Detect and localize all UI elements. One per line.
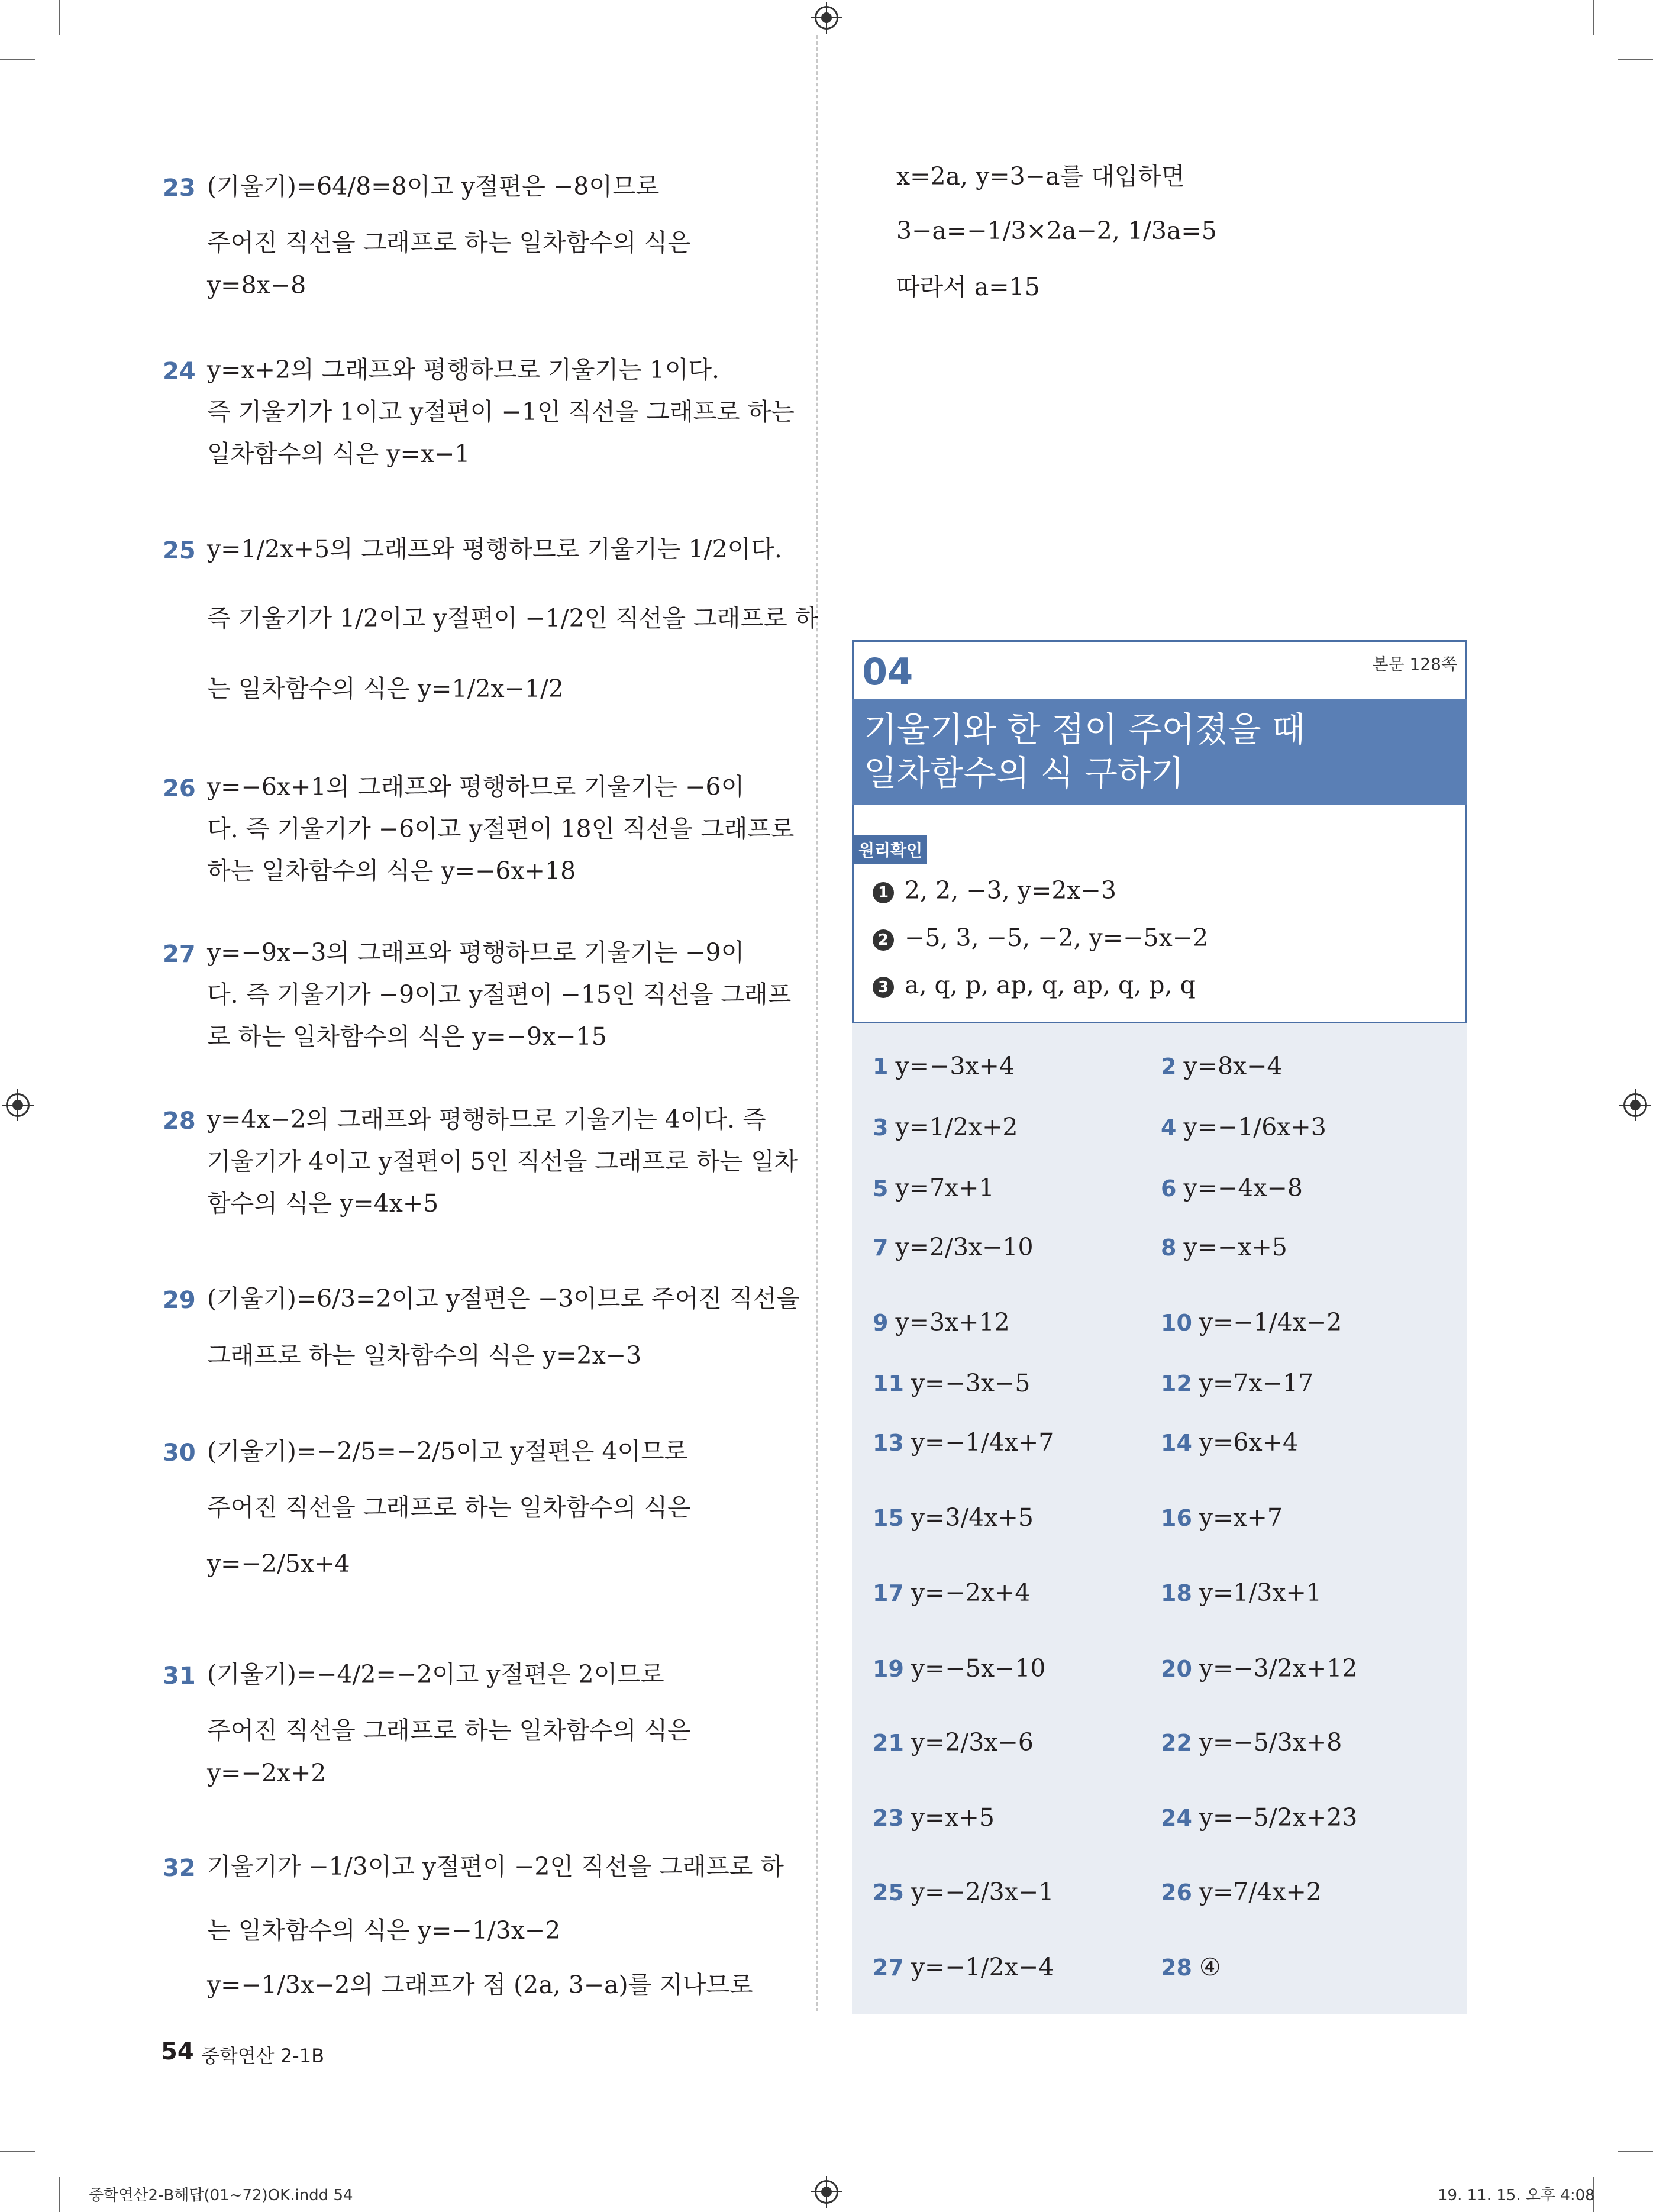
answer-number: 27 [873, 1955, 904, 1981]
answer-item [873, 1880, 1054, 1904]
answer-text: y=−1/2x−4 [911, 1953, 1054, 1981]
answer-number: 18 [1161, 1580, 1192, 1606]
answer-text: y=2/3x−6 [911, 1728, 1034, 1756]
crop-mark [1593, 0, 1594, 35]
solution-line: y=−6x+1의 그래프와 평행하므로 기울기는 −6이 [207, 773, 745, 801]
solution-line: y=4x−2의 그래프와 평행하므로 기울기는 4이다. 즉 [207, 1105, 766, 1134]
answer-item [873, 1430, 1054, 1455]
concept-tag: 원리확인 [854, 835, 927, 864]
answer-number: 24 [1161, 1805, 1192, 1831]
answer-text: y=−x+5 [1183, 1233, 1287, 1261]
book-title: 중학연산 2-1B [201, 2045, 325, 2067]
concept-item [873, 923, 1209, 952]
answer-text: y=−1/6x+3 [1183, 1113, 1326, 1141]
solution-line: 다. 즉 기울기가 −6이고 y절편이 18인 직선을 그래프로 [207, 815, 795, 843]
concept-item-text: a, q, p, ap, q, ap, q, p, q [905, 971, 1196, 999]
answer-item [873, 1730, 1034, 1755]
answer-item [1161, 1803, 1358, 1832]
solution-number: 23 [163, 175, 196, 202]
crop-mark [59, 2177, 60, 2212]
solution-line: 기울기가 −1/3이고 y절편이 −2인 직선을 그래프로 하 [207, 1852, 784, 1881]
page-reference: 본문 128쪽 [1372, 654, 1457, 674]
answer-number: 7 [873, 1235, 889, 1261]
section-number: 04 [862, 650, 913, 693]
answer-item [1161, 1235, 1287, 1260]
solution-number: 30 [163, 1439, 196, 1467]
solution-line: y=x+2의 그래프와 평행하므로 기울기는 1이다. [207, 356, 720, 384]
solution-line: y=8x−8 [207, 271, 306, 299]
solution-line: 따라서 a=15 [896, 273, 1040, 301]
answer-number: 28 [1161, 1955, 1192, 1981]
solution-line: (기울기)=64/8=8이고 y절편은 −8이므로 [207, 172, 660, 201]
answer-number: 16 [1161, 1505, 1192, 1531]
answer-number: 17 [873, 1580, 904, 1606]
answer-text: y=−1/4x−2 [1199, 1308, 1342, 1336]
solution-line: 즉 기울기가 1이고 y절편이 −1인 직선을 그래프로 하는 [207, 398, 795, 426]
answer-item [1161, 1115, 1326, 1139]
answer-number: 5 [873, 1176, 889, 1202]
answer-text: y=−2/3x−1 [911, 1878, 1054, 1906]
solution-line: 주어진 직선을 그래프로 하는 일차함수의 식은 [207, 228, 691, 257]
solution-number: 31 [163, 1662, 196, 1690]
answer-item [873, 1115, 1018, 1139]
solution-line: 주어진 직선을 그래프로 하는 일차함수의 식은 [207, 1716, 691, 1745]
solution-line: 그래프로 하는 일차함수의 식은 y=2x−3 [207, 1341, 642, 1370]
answer-number: 14 [1161, 1430, 1192, 1456]
solution-line: x=2a, y=3−a를 대입하면 [896, 162, 1185, 190]
answer-number: 1 [873, 1054, 889, 1080]
answer-number: 9 [873, 1310, 889, 1336]
solution-line: 다. 즉 기울기가 −9이고 y절편이 −15인 직선을 그래프 [207, 980, 792, 1009]
answer-item [873, 1176, 995, 1200]
solution-line: 함수의 식은 y=4x+5 [207, 1189, 439, 1218]
answer-item [873, 1503, 1034, 1532]
answer-text: y=7/4x+2 [1199, 1878, 1322, 1906]
registration-mark-icon [1623, 1093, 1647, 1117]
answer-number: 15 [873, 1505, 904, 1531]
page-number: 54 [161, 2038, 194, 2065]
answer-number: 25 [873, 1880, 904, 1906]
answer-text: y=−5/3x+8 [1199, 1728, 1342, 1756]
answer-text: y=−1/4x+7 [911, 1428, 1054, 1457]
solution-line: 는 일차함수의 식은 y=−1/3x−2 [207, 1916, 561, 1945]
column-divider [816, 35, 818, 2011]
answer-item [1161, 1955, 1221, 1980]
section-title-line: 일차함수의 식 구하기 [864, 753, 1184, 793]
answer-number: 2 [1161, 1054, 1177, 1080]
answer-item [1161, 1310, 1342, 1335]
solution-number: 25 [163, 537, 196, 564]
answer-text: y=−2x+4 [911, 1578, 1031, 1607]
answer-number: 4 [1161, 1115, 1177, 1141]
answer-item [1161, 1503, 1283, 1532]
answer-text: y=−3x+4 [895, 1052, 1015, 1080]
solution-line: 로 하는 일차함수의 식은 y=−9x−15 [207, 1022, 607, 1051]
circled-number-icon: 2 [873, 929, 894, 951]
answer-text: y=x+5 [911, 1803, 995, 1832]
answer-item [873, 1656, 1046, 1681]
crop-mark [0, 59, 35, 60]
answer-item [873, 1803, 995, 1832]
answer-item [873, 1310, 1010, 1335]
answer-text: y=1/2x+2 [895, 1113, 1018, 1141]
answer-number: 11 [873, 1371, 904, 1397]
solution-line: 하는 일차함수의 식은 y=−6x+18 [207, 857, 576, 885]
solution-line: 일차함수의 식은 y=x−1 [207, 440, 470, 468]
answer-number: 22 [1161, 1730, 1192, 1756]
print-date: 19. 11. 15. 오후 4:08 [1438, 2187, 1595, 2204]
solution-line: 3−a=−1/3×2a−2, 1/3a=5 [896, 217, 1217, 245]
crop-mark [1618, 59, 1653, 60]
solution-line: 즉 기울기가 1/2이고 y절편이 −1/2인 직선을 그래프로 하 [207, 604, 819, 632]
solution-line: y=1/2x+5의 그래프와 평행하므로 기울기는 1/2이다. [207, 535, 782, 563]
answer-text: y=x+7 [1199, 1503, 1283, 1532]
section-title [852, 699, 1467, 805]
solution-number: 24 [163, 358, 196, 385]
solution-number: 32 [163, 1855, 196, 1882]
answer-item [1161, 1578, 1322, 1607]
answer-item [1161, 1054, 1283, 1078]
answer-text: y=3x+12 [895, 1308, 1010, 1336]
answer-item [873, 1371, 1030, 1396]
answer-text: y=−5x−10 [911, 1654, 1046, 1683]
section-header [852, 640, 1467, 699]
solution-line: 기울기가 4이고 y절편이 5인 직선을 그래프로 하는 일차 [207, 1147, 798, 1176]
section-title-line: 기울기와 한 점이 주어졌을 때 [864, 709, 1306, 750]
answer-number: 3 [873, 1115, 889, 1141]
answer-item [873, 1578, 1031, 1607]
solution-line: y=−1/3x−2의 그래프가 점 (2a, 3−a)를 지나므로 [207, 1971, 753, 1999]
registration-mark-icon [815, 6, 838, 30]
answer-text: ④ [1199, 1953, 1221, 1981]
registration-mark-icon [815, 2180, 838, 2204]
answer-text: y=−3x−5 [911, 1369, 1031, 1397]
answer-text: y=1/3x+1 [1199, 1578, 1322, 1607]
answer-number: 10 [1161, 1310, 1192, 1336]
solution-number: 27 [163, 941, 196, 968]
circled-number-icon: 3 [873, 977, 894, 998]
solution-line: 는 일차함수의 식은 y=1/2x−1/2 [207, 674, 564, 703]
answer-number: 6 [1161, 1176, 1177, 1202]
answer-item [873, 1235, 1034, 1260]
answer-number: 8 [1161, 1235, 1177, 1261]
answer-text: y=8x−4 [1183, 1052, 1283, 1080]
answer-item [873, 1054, 1015, 1078]
solution-number: 26 [163, 775, 196, 802]
solution-line: (기울기)=−2/5=−2/5이고 y절편은 4이므로 [207, 1437, 688, 1465]
circled-number-icon: 1 [873, 882, 894, 903]
concept-check-box [852, 805, 1467, 1023]
answer-item [1161, 1176, 1303, 1200]
answer-item [1161, 1730, 1342, 1755]
answer-text: y=3/4x+5 [911, 1503, 1034, 1532]
solution-line: (기울기)=−4/2=−2이고 y절편은 2이므로 [207, 1660, 664, 1688]
answer-text: y=−4x−8 [1183, 1174, 1303, 1202]
registration-mark-icon [6, 1093, 30, 1117]
answer-item [873, 1955, 1054, 1980]
answer-text: y=2/3x−10 [895, 1233, 1034, 1261]
solution-number: 28 [163, 1107, 196, 1135]
concept-item-text: −5, 3, −5, −2, y=−5x−2 [905, 923, 1209, 952]
solution-line: (기울기)=6/3=2이고 y절편은 −3이므로 주어진 직선을 [207, 1284, 800, 1313]
answer-text: y=7x−17 [1199, 1369, 1314, 1397]
answer-item [1161, 1880, 1322, 1904]
crop-mark [1618, 2151, 1653, 2152]
answer-text: y=7x+1 [895, 1174, 995, 1202]
answer-item [1161, 1656, 1357, 1681]
solution-line: y=−2/5x+4 [207, 1549, 350, 1578]
solution-number: 29 [163, 1287, 196, 1314]
concept-item [873, 876, 1116, 905]
answer-item [1161, 1371, 1313, 1396]
concept-item-text: 2, 2, −3, y=2x−3 [905, 876, 1116, 905]
solution-line: y=−2x+2 [207, 1759, 327, 1787]
answer-number: 21 [873, 1730, 904, 1756]
answer-number: 20 [1161, 1656, 1192, 1682]
solution-line: 주어진 직선을 그래프로 하는 일차함수의 식은 [207, 1493, 691, 1522]
answer-text: y=−3/2x+12 [1199, 1654, 1358, 1683]
answer-number: 12 [1161, 1371, 1192, 1397]
answer-number: 26 [1161, 1880, 1192, 1906]
concept-item [873, 973, 1196, 998]
answer-text: y=−5/2x+23 [1199, 1803, 1358, 1832]
solution-line: y=−9x−3의 그래프와 평행하므로 기울기는 −9이 [207, 938, 745, 967]
answer-text: y=6x+4 [1199, 1428, 1299, 1457]
crop-mark [0, 2151, 35, 2152]
crop-mark [59, 0, 60, 35]
file-slug: 중학연산2-B해답(01~72)OK.indd 54 [89, 2187, 353, 2204]
answer-item [1161, 1430, 1298, 1455]
answer-number: 19 [873, 1656, 904, 1682]
answer-number: 23 [873, 1805, 904, 1831]
answer-number: 13 [873, 1430, 904, 1456]
